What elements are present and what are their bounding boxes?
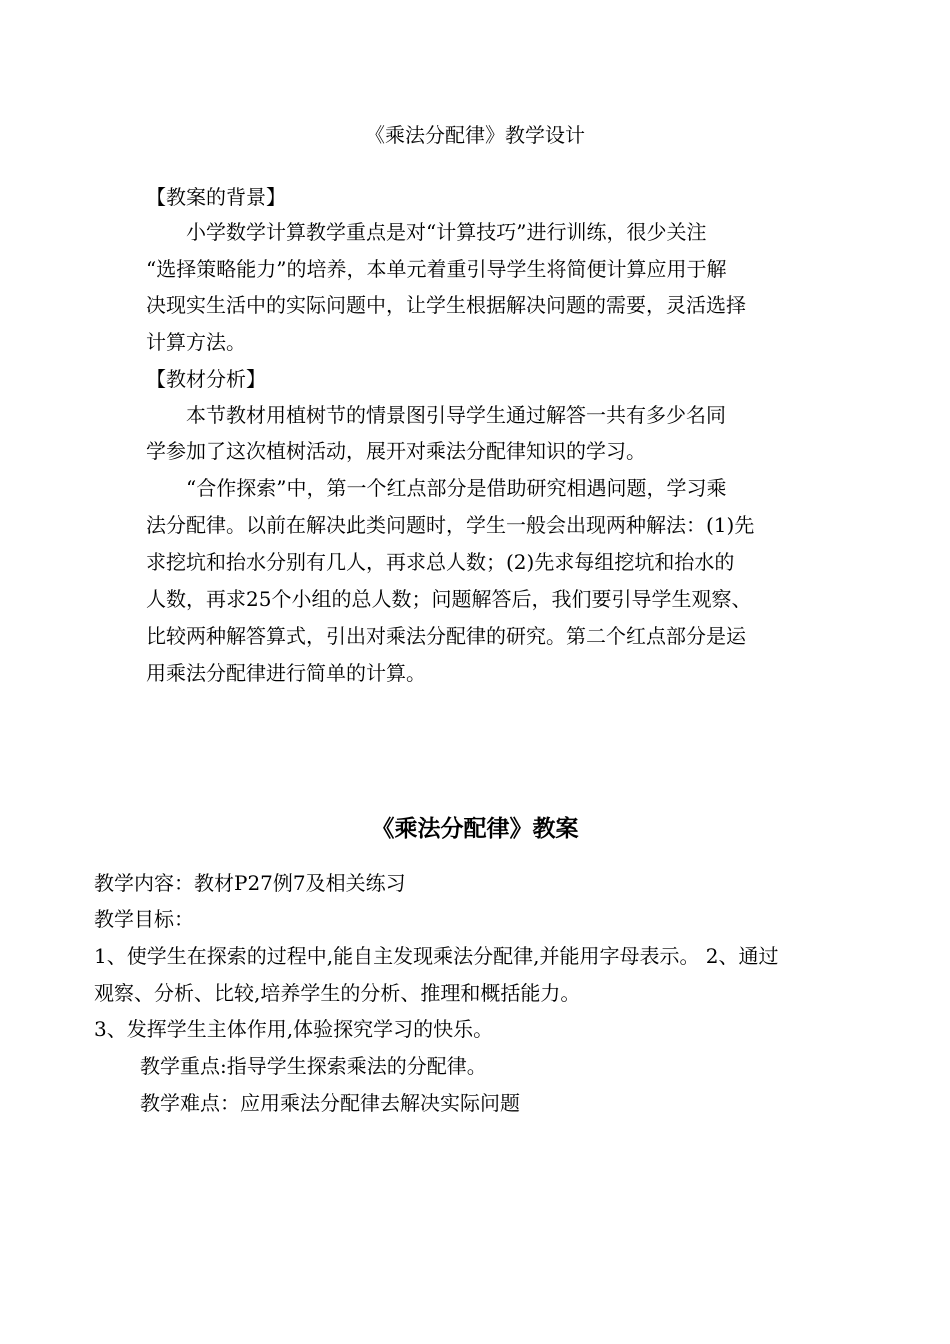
background-line-2: “选择策略能力”的培养，本单元着重引导学生将简便计算应用于解 (146, 257, 727, 281)
plan-objectives-label: 教学目标： (94, 907, 194, 931)
plan-title: 《乘法分配律》教案 (371, 816, 579, 842)
plan-content: 教学内容：教材P27例7及相关练习 (94, 871, 406, 895)
plan-objective-line-2: 观察、分析、比较,培养学生的分析、推理和概括能力。 (94, 981, 581, 1005)
plan-key-point: 教学重点:指导学生探索乘法的分配律。 (140, 1054, 487, 1078)
plan-difficult-point: 教学难点：应用乘法分配律去解决实际问题 (140, 1091, 520, 1115)
background-line-4: 计算方法。 (146, 330, 246, 354)
background-line-1: 小学数学计算教学重点是对“计算技巧”进行训练，很少关注 (186, 220, 707, 244)
analysis-para2-line-1: “合作探索”中，第一个红点部分是借助研究相遇问题，学习乘 (186, 476, 727, 500)
background-line-3: 决现实生活中的实际问题中，让学生根据解决问题的需要，灵活选择 (146, 293, 746, 317)
background-heading: 【教案的背景】 (146, 185, 286, 209)
analysis-para1-line-2: 学参加了这次植树活动，展开对乘法分配律知识的学习。 (146, 439, 646, 463)
plan-objective-line-1: 1、使学生在探索的过程中,能自主发现乘法分配律,并能用字母表示。 2、通过 (94, 944, 779, 968)
plan-objective-line-3: 3、发挥学生主体作用,体验探究学习的快乐。 (94, 1017, 494, 1041)
analysis-para2-line-6: 用乘法分配律进行简单的计算。 (146, 661, 426, 685)
design-title: 《乘法分配律》教学设计 (365, 123, 585, 147)
analysis-para2-line-2: 法分配律。以前在解决此类问题时，学生一般会出现两种解法：(1)先 (146, 513, 755, 537)
analysis-para1-line-1: 本节教材用植树节的情景图引导学生通过解答一共有多少名同 (186, 403, 726, 427)
analysis-para2-line-5: 比较两种解答算式，引出对乘法分配律的研究。第二个红点部分是运 (146, 624, 746, 648)
analysis-heading: 【教材分析】 (146, 367, 266, 391)
analysis-para2-line-3: 求挖坑和抬水分别有几人，再求总人数；(2)先求每组挖坑和抬水的 (146, 550, 735, 574)
analysis-para2-line-4: 人数，再求25个小组的总人数；问题解答后，我们要引导学生观察、 (146, 587, 752, 611)
